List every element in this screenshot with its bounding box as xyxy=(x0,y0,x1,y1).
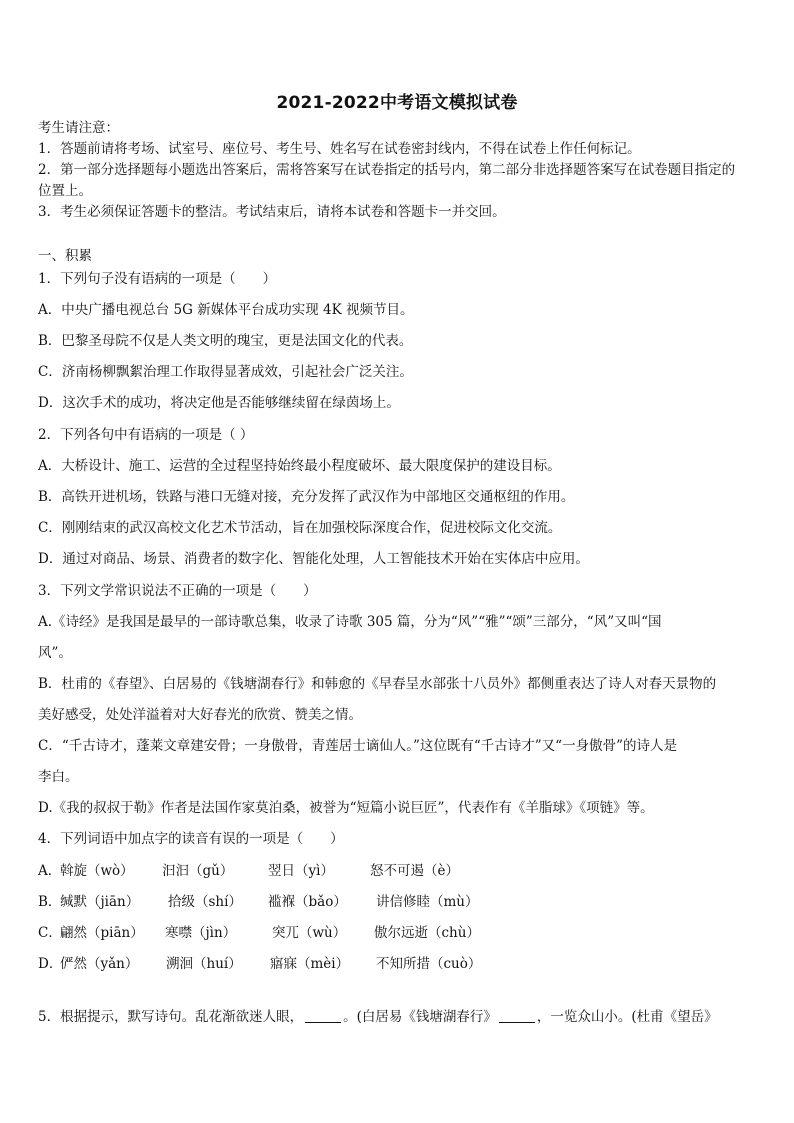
notice-item: 3．考生必须保证答题卡的整洁。考试结束后，请将本试卷和答题卡一并交回。 xyxy=(38,204,506,220)
notice-item: 2．第一部分选择题每小题选出答案后，需将答案写在试卷指定的括号内，第二部分非选择题答案写在试卷题目指定的 xyxy=(38,162,736,178)
notice-item: 1．答题前请将考场、试室号、座位号、考生号、姓名写在试卷密封线内，不得在试卷上作任何标记。 xyxy=(38,141,641,157)
notice-heading: 考生请注意： xyxy=(38,120,119,136)
question-stem: 4．下列词语中加点字的读音有误的一项是（ ） xyxy=(38,831,344,847)
option-label: A． xyxy=(38,863,62,879)
question-stem: 2．下列各句中有语病的一项是（ ） xyxy=(38,427,254,443)
option-word: 翌日（yì） xyxy=(268,863,334,879)
option-label: C． xyxy=(38,925,62,941)
question-stem: 3．下列文学常识说法不正确的一项是（ ） xyxy=(38,583,317,599)
option-a: A．大桥设计、施工、运营的全过程坚持始终最小程度破坏、最大限度保护的建设目标。 xyxy=(38,458,561,474)
option-word: 俨然（yǎn） xyxy=(60,956,139,972)
option-a: A.《诗经》是我国是最早的一部诗歌总集，收录了诗歌 305 篇，分为“风”“雅”“颂”三部分，“风”又叫“国 xyxy=(38,614,662,630)
option-word: 傲尔远逝（chù） xyxy=(374,925,480,941)
option-word: 拾级（shí） xyxy=(168,894,242,910)
question-source: ，一览众山小。(杜甫《望岳》 xyxy=(536,1009,718,1025)
option-c: C．“千古诗才，蓬莱文章建安骨；一身傲骨，青莲居士谪仙人。”这位既有“千古诗才”又“一身傲骨”的诗人是 xyxy=(38,738,677,754)
option-word: 讲信修睦（mù） xyxy=(376,894,479,910)
option-c-cont: 李白。 xyxy=(38,769,79,785)
option-word: 汩汩（gǔ） xyxy=(162,863,234,879)
option-word: 寒噤（jìn） xyxy=(165,925,237,941)
option-b: B．杜甫的《春望》、白居易的《钱塘湖春行》和韩愈的《早春呈水部张十八员外》都侧重表达了诗人对春天景物的 xyxy=(38,676,717,692)
answer-blank[interactable] xyxy=(305,1008,341,1023)
exam-title: 2021-2022中考语文模拟试卷 xyxy=(276,93,518,113)
option-d: D．通过对商品、场景、消费者的数字化、智能化处理，人工智能技术开始在实体店中应用。 xyxy=(38,551,589,567)
option-d: D.《我的叔叔于勒》作者是法国作家莫泊桑，被誉为“短篇小说巨匠”，代表作有《羊脂球》《项链》等。 xyxy=(38,800,654,816)
option-word: 寤寐（mèi） xyxy=(270,956,350,972)
option-c: C．济南杨柳飘絮治理工作取得显著成效，引起社会广泛关注。 xyxy=(38,364,413,380)
option-word: 不知所措（cuò） xyxy=(376,956,482,972)
option-a-cont: 风”。 xyxy=(38,645,72,661)
option-b: B．高铁开进机场，铁路与港口无缝对接，充分发挥了武汉作为中部地区交通枢纽的作用。 xyxy=(38,489,575,505)
section-heading: 一、积累 xyxy=(38,248,92,264)
option-row-a xyxy=(38,861,738,881)
option-label: D． xyxy=(38,956,63,972)
option-word: 斡旋（wò） xyxy=(60,863,134,879)
question-stem: 5．根据提示，默写诗句。乱花渐欲迷人眼， xyxy=(38,1009,304,1025)
option-b-cont: 美好感受，处处洋溢着对大好春光的欣赏、赞美之情。 xyxy=(38,707,362,723)
question-5 xyxy=(38,1007,718,1027)
question-stem: 1．下列句子没有语病的一项是（ ） xyxy=(38,271,277,287)
option-row-d xyxy=(38,954,738,974)
option-row-b xyxy=(38,892,738,912)
option-word: 溯洄（huí） xyxy=(166,956,242,972)
option-a: A．中央广播电视总台 5G 新媒体平台成功实现 4K 视频节目。 xyxy=(38,302,414,318)
option-word: 怒不可遏（è） xyxy=(370,863,459,879)
option-word: 突兀（wù） xyxy=(272,925,347,941)
option-d: D．这次手术的成功，将决定他是否能够继续留在绿茵场上。 xyxy=(38,395,400,411)
option-word: 缄默（jiān） xyxy=(60,894,140,910)
option-row-c xyxy=(38,923,738,943)
option-label: B． xyxy=(38,894,62,910)
option-word: 翩然（piān） xyxy=(60,925,144,941)
option-word: 褴褓（bǎo） xyxy=(268,894,347,910)
option-b: B．巴黎圣母院不仅是人类文明的瑰宝，更是法国文化的代表。 xyxy=(38,333,413,349)
option-c: C．刚刚结束的武汉高校文化艺术节活动，旨在加强校际深度合作，促进校际文化交流。 xyxy=(38,520,562,536)
notice-item: 位置上。 xyxy=(38,183,92,199)
answer-blank[interactable] xyxy=(499,1008,535,1023)
question-source: 。(白居易《钱塘湖春行》 xyxy=(343,1009,497,1025)
